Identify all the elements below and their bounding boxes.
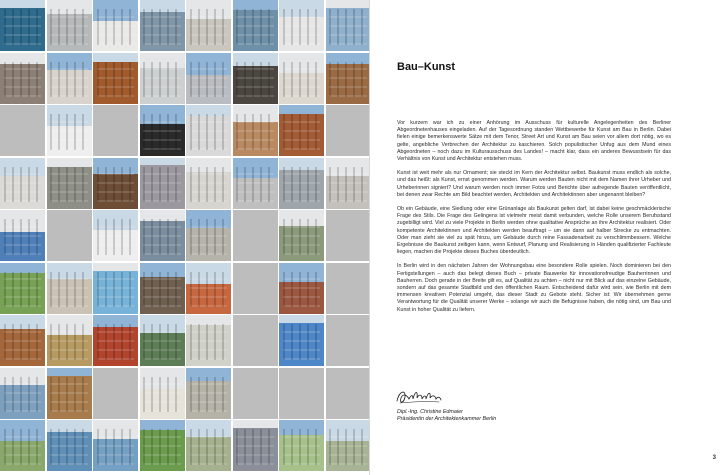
photo-tile — [279, 158, 324, 209]
placeholder-tile — [233, 315, 278, 366]
photo-tile — [326, 53, 371, 104]
photo-tile — [0, 210, 45, 261]
photo-tile — [93, 53, 138, 104]
paragraph-1: Vor kurzem war ich zu einer Anhörung im Ausschuss für kulturelle Angelegenheiten des Berliner Abgeordnetenhauses eingeladen. Auf der Tagesordnung standen Wettbewerbe für Kunst am Bau in Berlin. Dabei fielen einige bemerkenswerte Sätze mit dem Tenor, Street Art und Kunst am Bau seien vor allem dort nötig, wo es gelte, angebliche Verbrechen der Architektur zu kaschieren. Solch populistischer Unfug aus dem Mund eines Abgeordneten – noch dazu im Kulturausschuss des Landes! – macht klar, dass ein anderes Bewusstsein für das Verhältnis von Kunst und Architektur entstehen muss. — [397, 120, 671, 163]
page-title: Bau–Kunst — [397, 61, 456, 73]
photo-facade — [4, 377, 42, 413]
photo-tile — [47, 53, 92, 104]
placeholder-tile — [0, 105, 45, 156]
photo-facade — [50, 167, 88, 203]
photo-facade — [283, 114, 321, 150]
photo-facade — [190, 324, 228, 360]
photo-facade — [329, 429, 367, 465]
photo-tile — [140, 315, 185, 366]
signature-name: Dipl.-Ing. Christine Edmaier — [397, 409, 463, 415]
photo-facade — [190, 429, 228, 465]
photo-tile — [93, 420, 138, 471]
photo-tile — [0, 420, 45, 471]
photo-tile — [186, 0, 231, 51]
photo-facade — [50, 429, 88, 465]
placeholder-tile — [326, 263, 371, 314]
photo-facade — [4, 429, 42, 465]
photo-facade — [143, 114, 181, 150]
photo-facade — [143, 167, 181, 203]
photo-facade — [283, 9, 321, 45]
photo-tile — [186, 263, 231, 314]
photo-facade — [329, 9, 367, 45]
photo-facade — [329, 167, 367, 203]
photo-tile — [47, 263, 92, 314]
photo-sky — [279, 105, 324, 114]
photo-facade — [143, 272, 181, 308]
photo-facade — [283, 219, 321, 255]
photo-facade — [50, 62, 88, 98]
photo-facade — [50, 324, 88, 360]
photo-tile — [279, 420, 324, 471]
photo-facade — [143, 9, 181, 45]
photo-tile — [0, 53, 45, 104]
photo-tile — [47, 0, 92, 51]
photo-facade — [4, 167, 42, 203]
photo-facade — [50, 377, 88, 413]
photo-tile — [47, 158, 92, 209]
placeholder-tile — [326, 210, 371, 261]
photo-tile — [93, 158, 138, 209]
placeholder-tile — [233, 368, 278, 419]
photo-tile — [140, 210, 185, 261]
placeholder-tile — [93, 105, 138, 156]
page-number: 3 — [712, 455, 716, 461]
photo-tile — [0, 263, 45, 314]
photo-tile — [279, 315, 324, 366]
placeholder-tile — [93, 368, 138, 419]
photo-tile — [140, 0, 185, 51]
photo-facade — [190, 167, 228, 203]
photo-tile — [186, 158, 231, 209]
photo-sky — [93, 263, 138, 271]
photo-tile — [140, 105, 185, 156]
photo-tile — [140, 420, 185, 471]
photo-tile — [186, 210, 231, 261]
photo-facade — [236, 429, 274, 465]
photo-facade — [50, 114, 88, 150]
photo-facade — [329, 62, 367, 98]
photo-facade — [4, 9, 42, 45]
photo-sky — [326, 0, 371, 8]
photo-facade — [4, 62, 42, 98]
placeholder-tile — [326, 105, 371, 156]
photo-tile — [279, 53, 324, 104]
photo-tile — [279, 105, 324, 156]
photo-tile — [0, 368, 45, 419]
photo-facade — [50, 9, 88, 45]
photo-tile — [279, 0, 324, 51]
photo-facade — [190, 219, 228, 255]
photo-sky — [140, 158, 185, 166]
placeholder-tile — [279, 368, 324, 419]
photo-facade — [4, 219, 42, 255]
photo-tile — [326, 158, 371, 209]
photo-sky — [279, 315, 324, 323]
paragraph-3: Ob ein Gebäude, eine Siedlung oder eine Grünanlage als Baukunst gelten darf, ist dabei keine geschmäcklerische Frage des Stils. Die Frage des Gelingens ist vielmehr meist damit verbunden, welche Rolle unserem Berufsstand zugebilligt wird. Viel zu viele Projekte in Berlin werden ohne qualitative Ansprüche an ihre Architektur realisiert. Oder kompetente Architektinnen und Architekten werden beauftragt – um sie dann auf halber Strecke zu entmachten. Oder man zieht sie viel zu spät hinzu, um Gebäude durch reine Fassadenarbeit zu verschlimmbessern. Welche Ergebnisse die Baukunst zeitigen kann, wenn Entwurf, Planung und Realisierung in Händen qualifizierter Fachleute liegen, machen die Projekte dieses Buches überdeutlich. — [397, 206, 671, 256]
photo-tile — [326, 0, 371, 51]
photo-facade — [97, 9, 135, 45]
photo-tile — [233, 53, 278, 104]
photo-tile — [0, 158, 45, 209]
photo-tile — [93, 0, 138, 51]
photo-facade — [143, 62, 181, 98]
photo-facade — [97, 324, 135, 360]
article-body — [397, 120, 671, 321]
photo-tile — [186, 368, 231, 419]
photo-tile — [233, 0, 278, 51]
photo-facade — [4, 272, 42, 308]
photo-sky — [47, 368, 92, 377]
paragraph-2: Kunst ist weit mehr als nur Ornament; sie steckt im Kern der Architektur selbst. Baukunst muss endlich als solche, und das heißt: als Kunst, ernst genommen werden. Warum werden Bauten nicht mit dem Namen ihrer Urheber und Urheberinnen signiert? Und warum werden noch immer Fotos und Berichte über aufregende Bauten veröffentlicht, bei denen zwar Rechte am Bild beachtet werden, Architekten und Architektinnen aber ungenannt bleiben? — [397, 170, 671, 198]
photo-tile — [279, 263, 324, 314]
photo-sky — [233, 420, 278, 428]
text-page — [370, 0, 720, 475]
photo-facade — [283, 62, 321, 98]
placeholder-tile — [233, 210, 278, 261]
photo-tile — [233, 105, 278, 156]
photo-facade — [236, 167, 274, 203]
handwritten-signature — [395, 385, 443, 407]
photo-tile — [326, 420, 371, 471]
placeholder-tile — [47, 210, 92, 261]
paragraph-4: In Berlin wird in den nächsten Jahren der Wohnungsbau eine besondere Rolle spielen. Noch dominieren bei den Fertigstellungen – auch das belegt dieses Buch – private Bauwerke für innovationsfreudige Bauherrinnen und Bauherren. Doch gerade in der Breite gilt es, auf Qualität zu achten – nicht nur mit Blick auf das einzelne Gebäude, sondern auf das gesamte Stadtbild und den öffentlichen Raum. Entscheidend dafür wird sein, wie Berlin mit dem immensen kreativen Potenzial umgeht, das dieser Stadt zu Gebote steht. Sicher ist: Wir übernehmen gerne Verantwortung für die Qualität unserer Werke – solange wir auch die Befugnisse haben, die nötig sind, um Bau und Kunst in hoher Qualität zu liefern. — [397, 263, 671, 313]
photo-facade — [190, 272, 228, 308]
photo-facade — [190, 9, 228, 45]
photo-tile — [233, 420, 278, 471]
photo-facade — [4, 324, 42, 360]
photo-facade — [97, 62, 135, 98]
photo-tile — [47, 315, 92, 366]
photo-sky — [93, 53, 138, 62]
photo-tile — [93, 263, 138, 314]
photo-tile — [0, 0, 45, 51]
photo-facade — [143, 377, 181, 413]
photo-facade — [143, 429, 181, 465]
photo-facade — [283, 167, 321, 203]
photo-tile — [47, 105, 92, 156]
photo-facade — [236, 114, 274, 150]
placeholder-tile — [326, 368, 371, 419]
placeholder-tile — [233, 263, 278, 314]
photo-facade — [283, 429, 321, 465]
photo-tile — [0, 315, 45, 366]
photo-facade — [283, 272, 321, 308]
photo-tile — [186, 315, 231, 366]
photo-facade — [283, 324, 321, 360]
photo-tile — [140, 263, 185, 314]
photo-tile — [186, 420, 231, 471]
photo-facade — [190, 377, 228, 413]
photo-facade — [190, 62, 228, 98]
photo-tile — [140, 158, 185, 209]
photo-facade — [190, 114, 228, 150]
photo-tile — [47, 420, 92, 471]
placeholder-tile — [326, 315, 371, 366]
photo-tile — [186, 53, 231, 104]
photo-facade — [97, 219, 135, 255]
photo-tile — [186, 105, 231, 156]
photo-facade — [97, 429, 135, 465]
signature-role: Präsidentin der Architektenkammer Berlin — [397, 416, 497, 422]
photo-tile — [140, 53, 185, 104]
photo-facade — [50, 272, 88, 308]
photo-tile — [93, 315, 138, 366]
photo-facade — [143, 219, 181, 255]
photo-tile — [279, 210, 324, 261]
photo-sky — [0, 0, 45, 8]
photo-facade — [236, 9, 274, 45]
photo-facade — [143, 324, 181, 360]
photo-facade — [97, 272, 135, 308]
photo-tile — [233, 158, 278, 209]
photo-tile — [93, 210, 138, 261]
photo-tile — [140, 368, 185, 419]
photo-facade — [97, 167, 135, 203]
photo-facade — [236, 62, 274, 98]
photo-tile — [47, 368, 92, 419]
